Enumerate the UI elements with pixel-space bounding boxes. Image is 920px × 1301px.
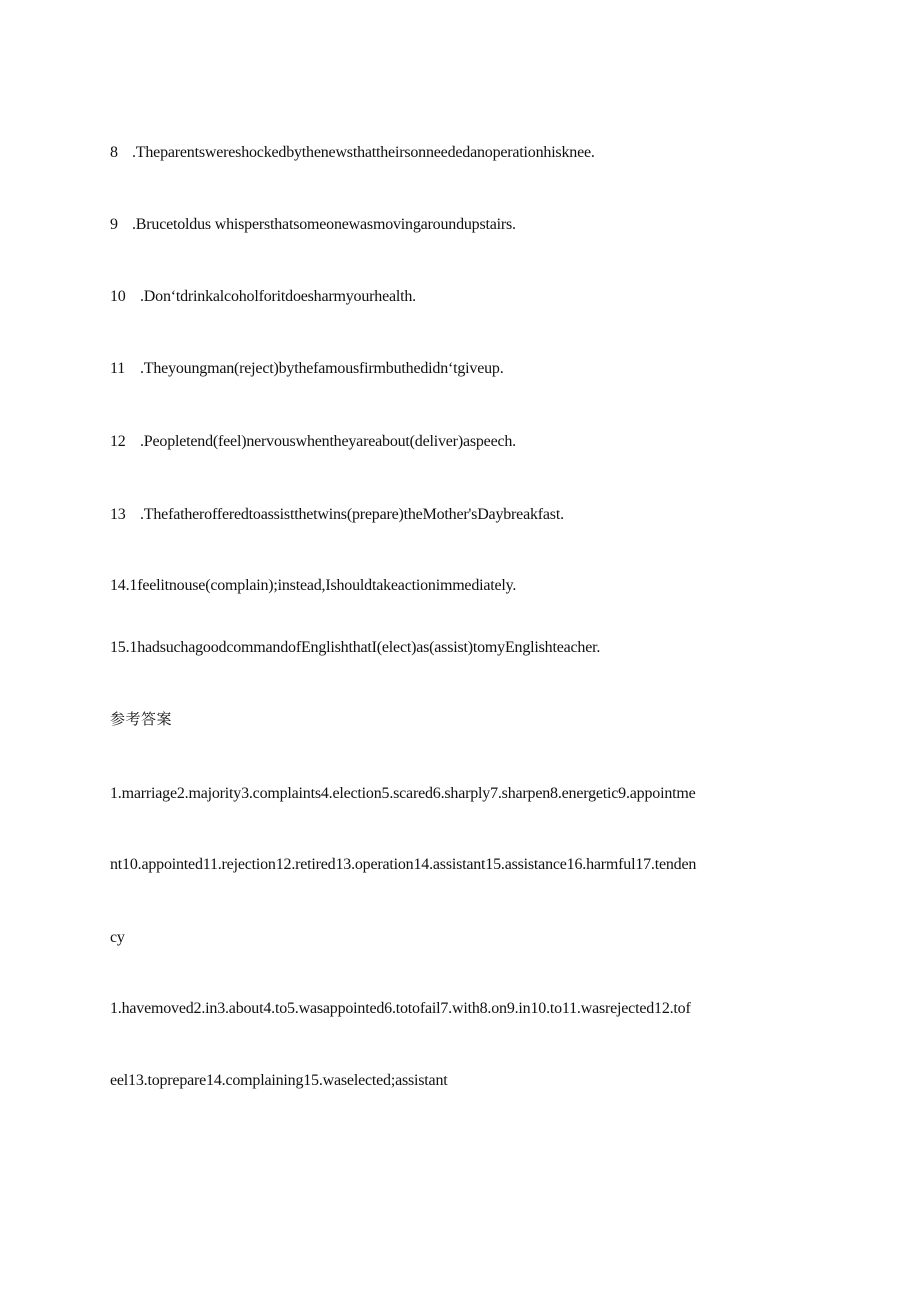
question-14: 14.1feelitnouse(complain);instead,Ishouldtakeactionimmediately. bbox=[110, 577, 517, 594]
question-number: 13 bbox=[110, 506, 126, 523]
question-12 bbox=[110, 432, 516, 452]
question-text: .Theparentswereshockedbythenewsthattheirsonneededanoperationhisknee. bbox=[132, 144, 595, 161]
question-9 bbox=[110, 215, 516, 235]
answer-line: 1.havemoved2.in3.about4.to5.wasappointed6.totofail7.with8.on9.in10.to11.wasrejected12.tof bbox=[110, 1000, 691, 1017]
answer-heading: 参考答案 bbox=[110, 710, 173, 728]
question-number: 9 bbox=[110, 216, 118, 233]
answer-line: cy bbox=[110, 929, 125, 946]
answer-line: 1.marriage2.majority3.complaints4.election5.scared6.sharply7.sharpen8.energetic9.appointme bbox=[110, 785, 696, 802]
question-13 bbox=[110, 505, 564, 525]
question-text: .Theyoungman(reject)bythefamousfirmbuthedidnʻtgiveup. bbox=[140, 360, 504, 377]
question-8 bbox=[110, 143, 595, 163]
question-text: .Brucetoldus whispersthatsomeonewasmovingaroundupstairs. bbox=[132, 216, 516, 233]
question-number: 12 bbox=[110, 433, 126, 450]
question-text: .Donʻtdrinkalcoholforitdoesharmyourhealth. bbox=[140, 288, 416, 305]
question-number: 11 bbox=[110, 360, 126, 377]
question-text: .Thefatherofferedtoassistthetwins(prepare)theMother'sDaybreakfast. bbox=[140, 506, 564, 523]
question-number: 10 bbox=[110, 288, 126, 305]
answer-line: nt10.appointed11.rejection12.retired13.operation14.assistant15.assistance16.harmful17.tenden bbox=[110, 856, 697, 873]
question-15: 15.1hadsuchagoodcommandofEnglishthatI(elect)as(assist)tomyEnglishteacher. bbox=[110, 639, 601, 656]
answer-line: eel13.toprepare14.complaining15.waselected;assistant bbox=[110, 1072, 448, 1089]
question-11 bbox=[110, 359, 504, 379]
question-number: 8 bbox=[110, 144, 118, 161]
question-text: .Peopletend(feel)nervouswhentheyareabout(deliver)aspeech. bbox=[140, 433, 516, 450]
question-10 bbox=[110, 287, 416, 307]
